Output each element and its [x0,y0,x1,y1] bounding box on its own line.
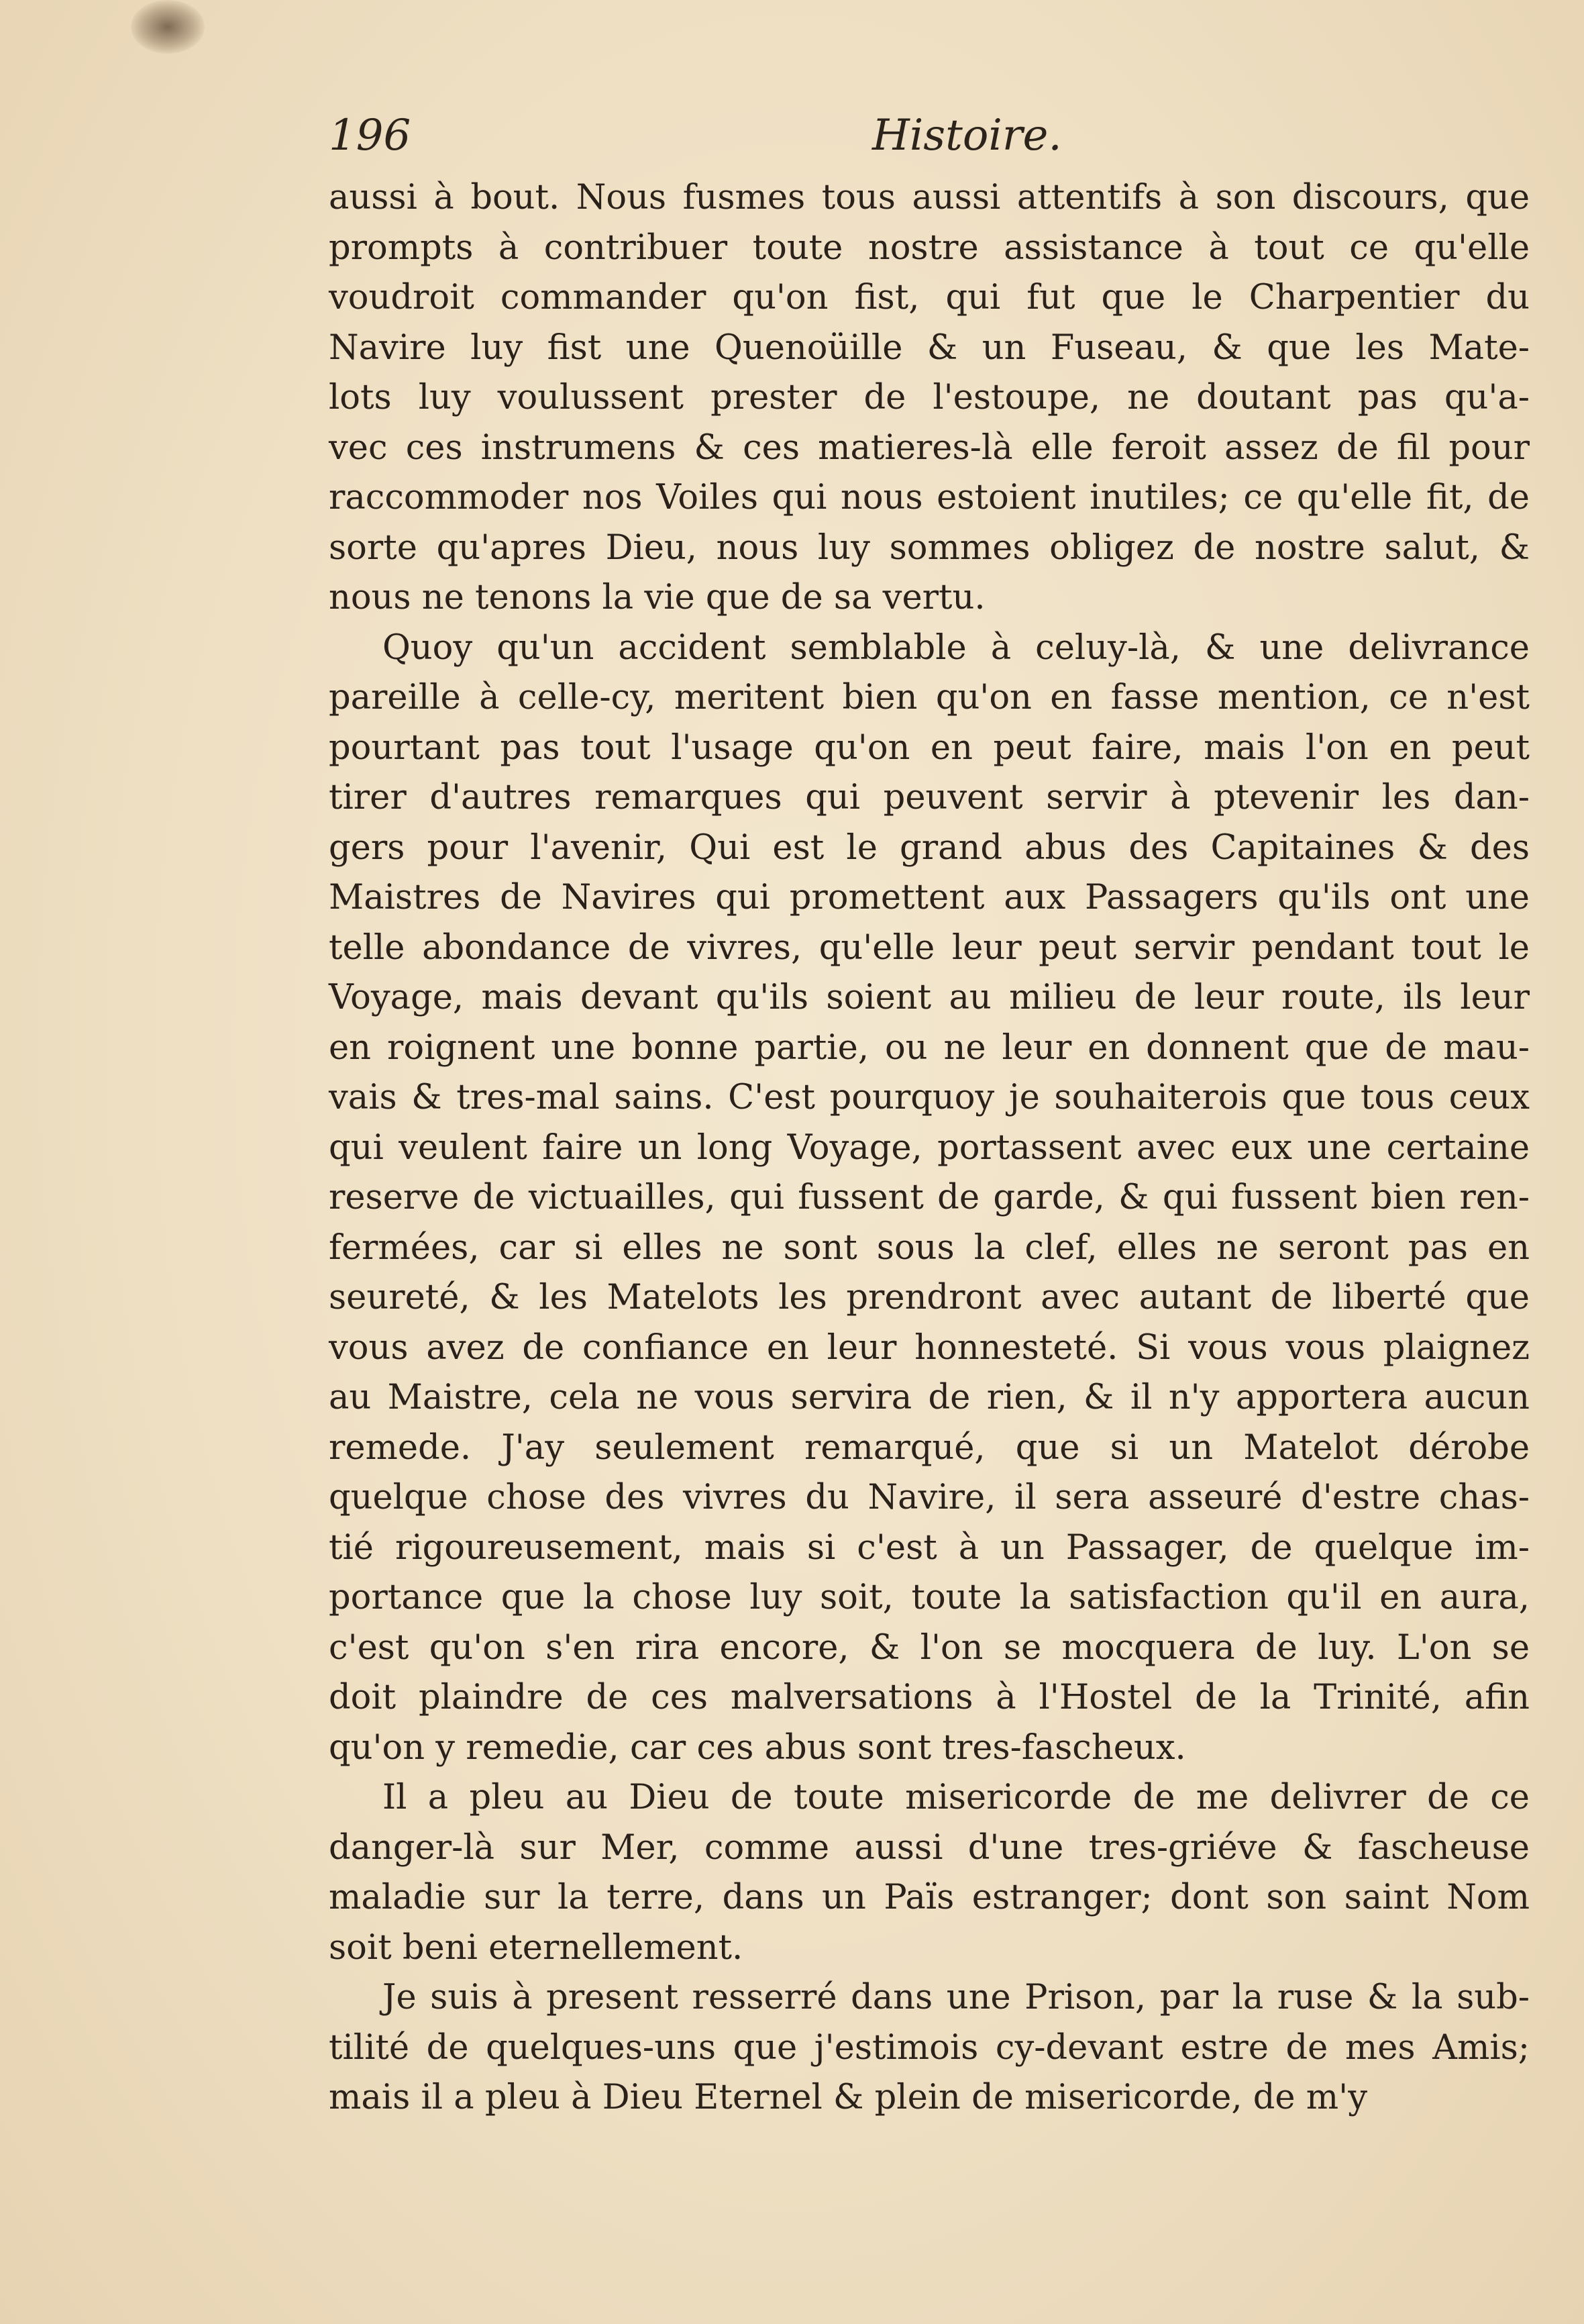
text-line: mais il a pleu à Dieu Eternel & plein de misericorde, de m'y [329,2078,1368,2117]
page-number: 196 [329,111,411,160]
text-line: Maistres de Navires qui promettent aux Passagers qu'ils ont une [329,878,1530,917]
text-line: lots luy voulussent prester de l'estoupe, ne doutant pas qu'a- [329,378,1530,417]
text-line: aussi à bout. Nous fusmes tous aussi attentifs à son discours, que [329,178,1530,217]
text-line: raccommoder nos Voiles qui nous estoient inutiles; ce qu'elle fit, de [329,478,1530,517]
text-line: sorte qu'apres Dieu, nous luy sommes obligez de nostre salut, & [329,527,1530,568]
text-line: vous avez de confiance en leur honnesteté. Si vous vous plaignez [329,1327,1530,1368]
text-line: prompts à contribuer toute nostre assistance à tout ce qu'elle [329,228,1530,268]
text-line: vais & tres-mal sains. C'est pourquoy je souhaiterois que tous ceux [329,1078,1530,1117]
text-line: portance que la chose luy soit, toute la satisfaction qu'il en aura, [329,1578,1530,1617]
text-line: Je suis à present resserré dans une Prison, par la ruse & la sub- [382,1978,1530,2017]
text-line: danger-là sur Mer, comme aussi d'une tres-griéve & fascheuse [329,1827,1530,1868]
text-line: telle abondance de vivres, qu'elle leur peut servir pendant tout le [329,927,1530,968]
text-line: doit plaindre de ces malversations à l'Hostel de la Trinité, afin [329,1678,1530,1717]
text-line: gers pour l'avenir, Qui est le grand abus des Capitaines & des [329,827,1530,868]
body-text [329,173,1530,2123]
text-line: maladie sur la terre, dans un Païs estranger; dont son saint Nom [329,1878,1530,1917]
text-line: tirer d'autres remarques qui peuvent servir à ptevenir les dan- [329,778,1530,817]
text-line: remede. J'ay seulement remarqué, que si un Matelot dérobe [329,1427,1530,1468]
text-line: Il a pleu au Dieu de toute misericorde de me delivrer de ce [382,1778,1530,1817]
ink-stain [131,0,205,54]
text-line: qu'on y remedie, car ces abus sont tres-fascheux. [329,1727,1186,1768]
text-line: pareille à celle-cy, meritent bien qu'on en fasse mention, ce n'est [329,678,1530,717]
text-line: Voyage, mais devant qu'ils soient au milieu de leur route, ils leur [329,978,1530,1017]
text-line: qui veulent faire un long Voyage, portassent avec eux une certaine [329,1127,1530,1168]
text-line: au Maistre, cela ne vous servira de rien, & il n'y apportera aucun [329,1378,1530,1417]
text-line: soit beni eternellement. [329,1927,743,1968]
page-header [329,111,1556,171]
text-line: Quoy qu'un accident semblable à celuy-là, & une delivrance [382,627,1530,668]
text-line: en roignent une bonne partie, ou ne leur en donnent que de mau- [329,1027,1530,1068]
text-line: c'est qu'on s'en rira encore, & l'on se mocquera de luy. L'on se [329,1627,1530,1668]
text-line: vec ces instrumens & ces matieres-là elle feroit assez de fil pour [329,427,1530,468]
text-line: tilité de quelques-uns que j'estimois cy-devant estre de mes Amis; [329,2027,1530,2068]
text-line: fermées, car si elles ne sont sous la clef, elles ne seront pas en [329,1227,1530,1268]
text-line: pourtant pas tout l'usage qu'on en peut faire, mais l'on en peut [329,727,1530,768]
text-line: nous ne tenons la vie que de sa vertu. [329,578,986,617]
text-line: tié rigoureusement, mais si c'est à un Passager, de quelque im- [329,1527,1530,1568]
text-line: quelque chose des vivres du Navire, il sera asseuré d'estre chas- [329,1478,1530,1517]
text-line: Navire luy fist une Quenoüille & un Fuseau, & que les Mate- [329,327,1530,368]
text-line: seureté, & les Matelots les prendront avec autant de liberté que [329,1278,1530,1317]
running-head: Histoire. [872,111,1062,160]
text-line: voudroit commander qu'on fist, qui fut que le Charpentier du [329,278,1530,317]
text-line: reserve de victuailles, qui fussent de garde, & qui fussent bien ren- [329,1178,1530,1217]
